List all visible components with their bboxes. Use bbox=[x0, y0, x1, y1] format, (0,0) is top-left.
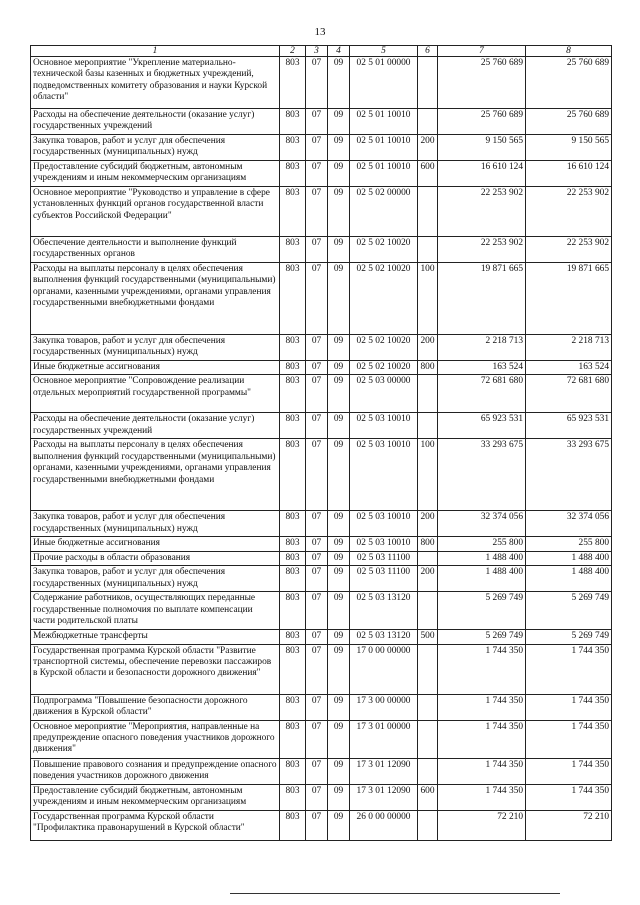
row-col-4: 09 bbox=[328, 566, 350, 592]
page-number: 13 bbox=[314, 26, 326, 38]
row-col-6: 200 bbox=[418, 135, 438, 161]
row-col-4: 09 bbox=[328, 413, 350, 439]
table-row bbox=[31, 758, 612, 784]
table-row bbox=[31, 135, 612, 161]
header-col-2: 2 bbox=[280, 46, 306, 57]
row-col-4: 09 bbox=[328, 537, 350, 551]
row-col-5: 02 5 01 10010 bbox=[350, 161, 418, 187]
row-col-4: 09 bbox=[328, 511, 350, 537]
row-col-6: 600 bbox=[418, 161, 438, 187]
row-col-3: 07 bbox=[306, 187, 328, 237]
row-col-2: 803 bbox=[280, 720, 306, 758]
row-col-8: 1 744 350 bbox=[526, 694, 612, 720]
row-col-3: 07 bbox=[306, 57, 328, 109]
row-col-4: 09 bbox=[328, 592, 350, 630]
table-row bbox=[31, 335, 612, 361]
table-row bbox=[31, 537, 612, 551]
row-col-6 bbox=[418, 551, 438, 565]
row-col-2: 803 bbox=[280, 537, 306, 551]
row-col-3: 07 bbox=[306, 644, 328, 694]
row-col-3: 07 bbox=[306, 810, 328, 840]
row-col-8: 163 524 bbox=[526, 361, 612, 375]
row-col-6 bbox=[418, 644, 438, 694]
row-col-8: 19 871 665 bbox=[526, 263, 612, 335]
row-col-3: 07 bbox=[306, 439, 328, 511]
header-col-8: 8 bbox=[526, 46, 612, 57]
row-col-5: 17 3 01 00000 bbox=[350, 720, 418, 758]
row-col-8: 72 681 680 bbox=[526, 375, 612, 413]
row-col-3: 07 bbox=[306, 161, 328, 187]
row-col-3: 07 bbox=[306, 551, 328, 565]
row-col-7: 19 871 665 bbox=[438, 263, 526, 335]
row-col-8: 72 210 bbox=[526, 810, 612, 840]
row-col-8: 32 374 056 bbox=[526, 511, 612, 537]
row-col-7: 1 744 350 bbox=[438, 758, 526, 784]
row-col-5: 02 5 02 10020 bbox=[350, 263, 418, 335]
row-col-4: 09 bbox=[328, 758, 350, 784]
row-name: Основное мероприятие "Укрепление материально-технической базы казенных и бюджетных учреждений, подведомственных комитету образования и науки Курской области" bbox=[31, 57, 280, 109]
row-col-4: 09 bbox=[328, 161, 350, 187]
row-col-8: 2 218 713 bbox=[526, 335, 612, 361]
row-col-3: 07 bbox=[306, 263, 328, 335]
table-row bbox=[31, 413, 612, 439]
row-col-2: 803 bbox=[280, 375, 306, 413]
row-col-4: 09 bbox=[328, 694, 350, 720]
row-col-8: 5 269 749 bbox=[526, 592, 612, 630]
table-row bbox=[31, 720, 612, 758]
row-col-7: 16 610 124 bbox=[438, 161, 526, 187]
row-col-3: 07 bbox=[306, 413, 328, 439]
row-col-5: 17 3 00 00000 bbox=[350, 694, 418, 720]
table-row bbox=[31, 161, 612, 187]
row-col-3: 07 bbox=[306, 237, 328, 263]
row-col-5: 02 5 01 00000 bbox=[350, 57, 418, 109]
row-name: Основное мероприятие "Мероприятия, направленные на предупреждение опасного поведения участников дорожного движения" bbox=[31, 720, 280, 758]
row-col-5: 02 5 01 10010 bbox=[350, 135, 418, 161]
row-col-7: 22 253 902 bbox=[438, 187, 526, 237]
row-col-5: 02 5 02 10020 bbox=[350, 335, 418, 361]
table-row bbox=[31, 630, 612, 644]
row-col-2: 803 bbox=[280, 511, 306, 537]
row-name: Прочие расходы в области образования bbox=[31, 551, 280, 565]
table-row bbox=[31, 644, 612, 694]
row-col-4: 09 bbox=[328, 263, 350, 335]
row-name: Закупка товаров, работ и услуг для обеспечения государственных (муниципальных) нужд bbox=[31, 566, 280, 592]
row-col-2: 803 bbox=[280, 335, 306, 361]
row-col-4: 09 bbox=[328, 335, 350, 361]
row-col-3: 07 bbox=[306, 720, 328, 758]
row-col-7: 22 253 902 bbox=[438, 237, 526, 263]
row-col-6: 600 bbox=[418, 784, 438, 810]
row-name: Подпрограмма "Повышение безопасности дорожного движения в Курской области" bbox=[31, 694, 280, 720]
row-col-6 bbox=[418, 694, 438, 720]
row-col-8: 9 150 565 bbox=[526, 135, 612, 161]
row-col-5: 02 5 02 10020 bbox=[350, 361, 418, 375]
row-col-6: 800 bbox=[418, 361, 438, 375]
row-name: Государственная программа Курской области "Развитие транспортной системы, обеспечение перевозки пассажиров в Курской области и безопасности дорожного движения" bbox=[31, 644, 280, 694]
row-col-8: 1 744 350 bbox=[526, 758, 612, 784]
row-col-6 bbox=[418, 758, 438, 784]
row-col-4: 09 bbox=[328, 109, 350, 135]
row-name: Закупка товаров, работ и услуг для обеспечения государственных (муниципальных) нужд bbox=[31, 135, 280, 161]
row-col-8: 22 253 902 bbox=[526, 237, 612, 263]
bottom-rule bbox=[230, 893, 560, 894]
row-col-2: 803 bbox=[280, 237, 306, 263]
row-col-2: 803 bbox=[280, 592, 306, 630]
row-col-4: 09 bbox=[328, 630, 350, 644]
row-col-3: 07 bbox=[306, 566, 328, 592]
row-col-5: 02 5 01 10010 bbox=[350, 109, 418, 135]
row-col-2: 803 bbox=[280, 135, 306, 161]
row-col-3: 07 bbox=[306, 335, 328, 361]
row-col-4: 09 bbox=[328, 784, 350, 810]
row-col-4: 09 bbox=[328, 644, 350, 694]
row-col-4: 09 bbox=[328, 135, 350, 161]
row-col-6: 200 bbox=[418, 511, 438, 537]
header-col-7: 7 bbox=[438, 46, 526, 57]
budget-table bbox=[30, 45, 612, 841]
row-col-5: 02 5 03 11100 bbox=[350, 551, 418, 565]
row-col-6: 800 bbox=[418, 537, 438, 551]
row-col-4: 09 bbox=[328, 237, 350, 263]
row-col-4: 09 bbox=[328, 720, 350, 758]
row-col-2: 803 bbox=[280, 758, 306, 784]
row-col-6: 200 bbox=[418, 335, 438, 361]
row-col-8: 1 744 350 bbox=[526, 784, 612, 810]
row-col-2: 803 bbox=[280, 439, 306, 511]
row-col-6: 200 bbox=[418, 566, 438, 592]
row-col-4: 09 bbox=[328, 551, 350, 565]
row-col-3: 07 bbox=[306, 784, 328, 810]
row-col-6: 100 bbox=[418, 439, 438, 511]
row-col-5: 17 3 01 12090 bbox=[350, 758, 418, 784]
row-name: Предоставление субсидий бюджетным, автономным учреждениям и иным некоммерческим организациям bbox=[31, 784, 280, 810]
row-name: Повышение правового сознания и предупреждение опасного поведения участников дорожного движения bbox=[31, 758, 280, 784]
row-name: Основное мероприятие "Руководство и управление в сфере установленных функций органов государственной власти субъектов Российской Федерации" bbox=[31, 187, 280, 237]
row-col-6 bbox=[418, 57, 438, 109]
table-row bbox=[31, 375, 612, 413]
header-col-1: 1 bbox=[31, 46, 280, 57]
row-col-6 bbox=[418, 375, 438, 413]
row-col-8: 65 923 531 bbox=[526, 413, 612, 439]
row-col-7: 25 760 689 bbox=[438, 109, 526, 135]
row-col-7: 32 374 056 bbox=[438, 511, 526, 537]
row-col-5: 02 5 03 00000 bbox=[350, 375, 418, 413]
row-name: Закупка товаров, работ и услуг для обеспечения государственных (муниципальных) нужд bbox=[31, 511, 280, 537]
row-col-5: 02 5 03 13120 bbox=[350, 630, 418, 644]
row-col-2: 803 bbox=[280, 644, 306, 694]
row-name: Иные бюджетные ассигнования bbox=[31, 537, 280, 551]
row-col-7: 1 744 350 bbox=[438, 694, 526, 720]
row-name: Обеспечение деятельности и выполнение функций государственных органов bbox=[31, 237, 280, 263]
table-row bbox=[31, 109, 612, 135]
table-row bbox=[31, 361, 612, 375]
row-col-5: 02 5 03 10010 bbox=[350, 511, 418, 537]
row-col-8: 5 269 749 bbox=[526, 630, 612, 644]
row-col-7: 33 293 675 bbox=[438, 439, 526, 511]
row-col-5: 17 0 00 00000 bbox=[350, 644, 418, 694]
row-col-7: 72 681 680 bbox=[438, 375, 526, 413]
table-row bbox=[31, 551, 612, 565]
row-col-3: 07 bbox=[306, 375, 328, 413]
row-col-6 bbox=[418, 413, 438, 439]
row-col-2: 803 bbox=[280, 810, 306, 840]
row-col-3: 07 bbox=[306, 109, 328, 135]
row-col-3: 07 bbox=[306, 592, 328, 630]
row-col-8: 1 744 350 bbox=[526, 720, 612, 758]
row-col-6: 100 bbox=[418, 263, 438, 335]
row-name: Закупка товаров, работ и услуг для обеспечения государственных (муниципальных) нужд bbox=[31, 335, 280, 361]
row-col-3: 07 bbox=[306, 135, 328, 161]
row-col-3: 07 bbox=[306, 537, 328, 551]
row-name: Расходы на обеспечение деятельности (оказание услуг) государственных учреждений bbox=[31, 413, 280, 439]
row-col-2: 803 bbox=[280, 551, 306, 565]
row-name: Расходы на обеспечение деятельности (оказание услуг) государственных учреждений bbox=[31, 109, 280, 135]
row-col-8: 33 293 675 bbox=[526, 439, 612, 511]
table-row bbox=[31, 784, 612, 810]
row-col-7: 1 744 350 bbox=[438, 644, 526, 694]
row-col-8: 22 253 902 bbox=[526, 187, 612, 237]
row-col-2: 803 bbox=[280, 361, 306, 375]
row-col-8: 1 488 400 bbox=[526, 566, 612, 592]
row-col-2: 803 bbox=[280, 784, 306, 810]
table-row bbox=[31, 439, 612, 511]
row-col-6 bbox=[418, 109, 438, 135]
row-col-3: 07 bbox=[306, 511, 328, 537]
row-col-7: 65 923 531 bbox=[438, 413, 526, 439]
row-col-2: 803 bbox=[280, 694, 306, 720]
row-col-8: 255 800 bbox=[526, 537, 612, 551]
row-col-4: 09 bbox=[328, 187, 350, 237]
row-col-4: 09 bbox=[328, 375, 350, 413]
row-col-7: 163 524 bbox=[438, 361, 526, 375]
row-col-5: 02 5 03 13120 bbox=[350, 592, 418, 630]
row-col-7: 5 269 749 bbox=[438, 630, 526, 644]
header-col-3: 3 bbox=[306, 46, 328, 57]
row-name: Основное мероприятие "Сопровождение реализации отдельных мероприятий государственной программы" bbox=[31, 375, 280, 413]
row-col-4: 09 bbox=[328, 810, 350, 840]
row-col-3: 07 bbox=[306, 694, 328, 720]
row-col-5: 02 5 02 00000 bbox=[350, 187, 418, 237]
row-col-5: 02 5 03 10010 bbox=[350, 439, 418, 511]
table-header-row bbox=[31, 46, 612, 57]
table-body bbox=[31, 57, 612, 841]
row-name: Содержание работников, осуществляющих переданные государственные полномочия по выплате компенсации части родительской платы bbox=[31, 592, 280, 630]
table-row bbox=[31, 694, 612, 720]
row-col-7: 1 488 400 bbox=[438, 566, 526, 592]
header-col-5: 5 bbox=[350, 46, 418, 57]
row-col-6 bbox=[418, 810, 438, 840]
row-col-8: 25 760 689 bbox=[526, 109, 612, 135]
row-name: Государственная программа Курской области "Профилактика правонарушений в Курской области" bbox=[31, 810, 280, 840]
row-col-2: 803 bbox=[280, 263, 306, 335]
row-col-8: 16 610 124 bbox=[526, 161, 612, 187]
row-col-5: 17 3 01 12090 bbox=[350, 784, 418, 810]
row-col-7: 25 760 689 bbox=[438, 57, 526, 109]
row-name: Расходы на выплаты персоналу в целях обеспечения выполнения функций государственными (муниципальными) органами, казенными учреждениями, органами управления государственными внебюджетными фондами bbox=[31, 439, 280, 511]
row-name: Предоставление субсидий бюджетным, автономным учреждениям и иным некоммерческим организациям bbox=[31, 161, 280, 187]
row-name: Расходы на выплаты персоналу в целях обеспечения выполнения функций государственными (муниципальными) органами, казенными учреждениями, органами управления государственными внебюджетными фондами bbox=[31, 263, 280, 335]
row-col-2: 803 bbox=[280, 630, 306, 644]
row-col-7: 72 210 bbox=[438, 810, 526, 840]
row-col-3: 07 bbox=[306, 361, 328, 375]
table-row bbox=[31, 511, 612, 537]
row-col-7: 1 744 350 bbox=[438, 784, 526, 810]
row-col-6 bbox=[418, 720, 438, 758]
table-row bbox=[31, 592, 612, 630]
table-row bbox=[31, 810, 612, 840]
row-col-8: 1 488 400 bbox=[526, 551, 612, 565]
row-col-4: 09 bbox=[328, 439, 350, 511]
row-name: Иные бюджетные ассигнования bbox=[31, 361, 280, 375]
row-col-7: 2 218 713 bbox=[438, 335, 526, 361]
row-col-5: 26 0 00 00000 bbox=[350, 810, 418, 840]
row-col-5: 02 5 03 10010 bbox=[350, 413, 418, 439]
row-col-2: 803 bbox=[280, 413, 306, 439]
row-col-6 bbox=[418, 237, 438, 263]
row-col-8: 25 760 689 bbox=[526, 57, 612, 109]
row-name: Межбюджетные трансферты bbox=[31, 630, 280, 644]
row-col-2: 803 bbox=[280, 109, 306, 135]
table-row bbox=[31, 187, 612, 237]
row-col-7: 5 269 749 bbox=[438, 592, 526, 630]
header-col-4: 4 bbox=[328, 46, 350, 57]
row-col-7: 9 150 565 bbox=[438, 135, 526, 161]
row-col-7: 255 800 bbox=[438, 537, 526, 551]
row-col-2: 803 bbox=[280, 57, 306, 109]
row-col-7: 1 744 350 bbox=[438, 720, 526, 758]
table-row bbox=[31, 57, 612, 109]
table-row bbox=[31, 237, 612, 263]
row-col-4: 09 bbox=[328, 57, 350, 109]
header-col-6: 6 bbox=[418, 46, 438, 57]
table-row bbox=[31, 263, 612, 335]
row-col-7: 1 488 400 bbox=[438, 551, 526, 565]
row-col-5: 02 5 03 10010 bbox=[350, 537, 418, 551]
row-col-8: 1 744 350 bbox=[526, 644, 612, 694]
table-row bbox=[31, 566, 612, 592]
row-col-3: 07 bbox=[306, 630, 328, 644]
row-col-2: 803 bbox=[280, 187, 306, 237]
row-col-6: 500 bbox=[418, 630, 438, 644]
row-col-6 bbox=[418, 187, 438, 237]
row-col-2: 803 bbox=[280, 566, 306, 592]
row-col-2: 803 bbox=[280, 161, 306, 187]
row-col-6 bbox=[418, 592, 438, 630]
row-col-4: 09 bbox=[328, 361, 350, 375]
row-col-3: 07 bbox=[306, 758, 328, 784]
row-col-5: 02 5 02 10020 bbox=[350, 237, 418, 263]
row-col-5: 02 5 03 11100 bbox=[350, 566, 418, 592]
